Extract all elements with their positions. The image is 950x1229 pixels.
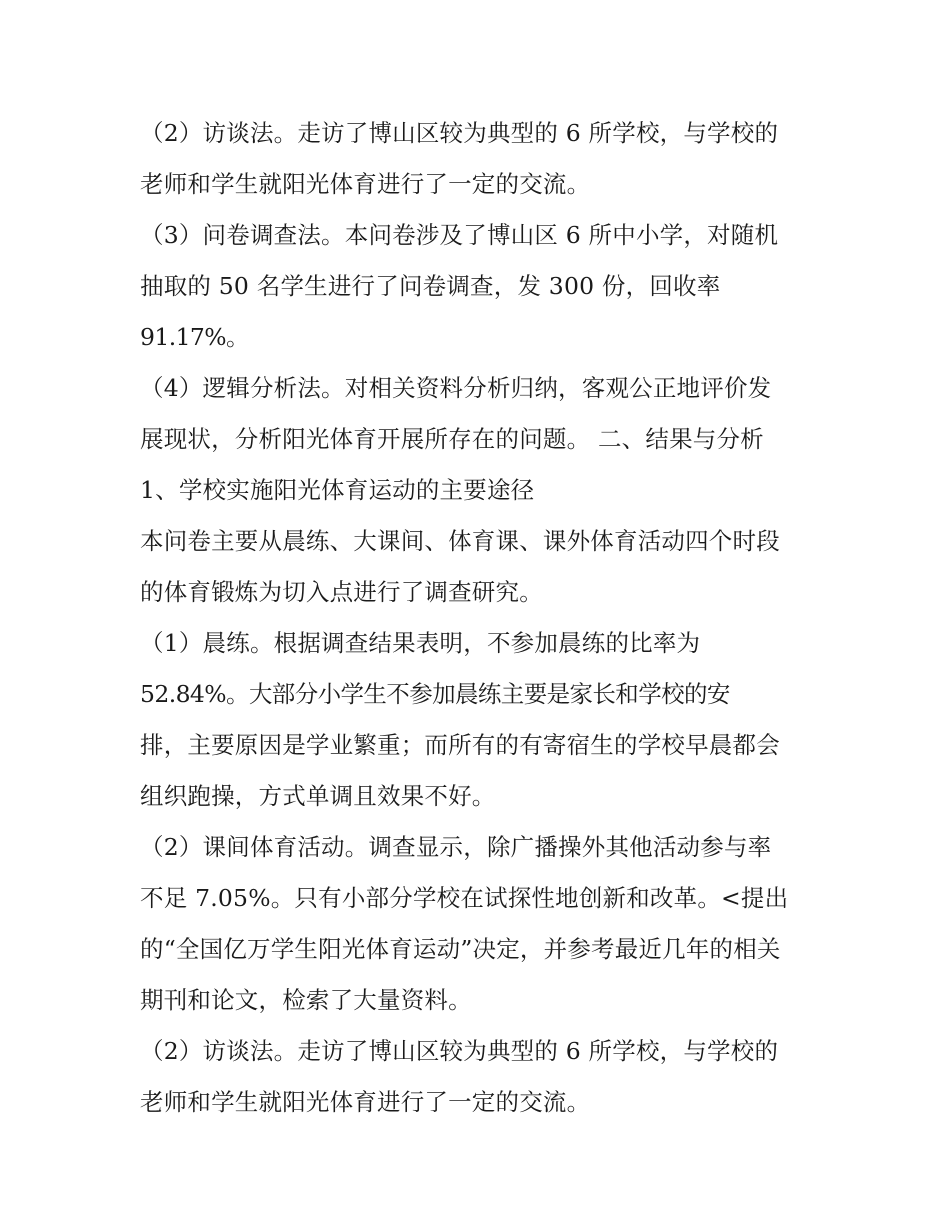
text-line: 本问卷主要从晨练、大课间、体育课、课外体育活动四个时段	[140, 527, 780, 555]
text-line: 抽取的 50 名学生进行了问卷调查，发 300 份，回收率	[140, 272, 721, 300]
text-line: 不足 7.05%。只有小部分学校在试探性地创新和改革。<提出	[140, 884, 789, 912]
text-line: 老师和学生就阳光体育进行了一定的交流。	[140, 170, 591, 198]
text-line: （1）晨练。根据调查结果表明，不参加晨练的比率为	[140, 629, 701, 657]
text-line: （2）访谈法。走访了博山区较为典型的 6 所学校，与学校的	[140, 119, 779, 147]
text-line: 展现状，分析阳光体育开展所存在的问题。 二、结果与分析	[140, 425, 764, 453]
text-line: 期刊和论文，检索了大量资料。	[140, 986, 472, 1014]
text-line: 的体育锻炼为切入点进行了调查研究。	[140, 578, 543, 606]
text-line: （2）课间体育活动。调查显示，除广播操外其他活动参与率	[140, 833, 772, 861]
text-line: （2）访谈法。走访了博山区较为典型的 6 所学校，与学校的	[140, 1037, 779, 1065]
text-line: 的“全国亿万学生阳光体育运动”决定，并参考最近几年的相关	[140, 935, 781, 963]
text-line: 52.84%。大部分小学生不参加晨练主要是家长和学校的安	[140, 680, 730, 708]
text-line: 老师和学生就阳光体育进行了一定的交流。	[140, 1088, 591, 1116]
section-heading: 1、学校实施阳光体育运动的主要途径	[140, 476, 535, 504]
text-line: 91.17%。	[140, 323, 249, 351]
text-line: 排，主要原因是学业繁重；而所有的有寄宿生的学校早晨都会	[140, 731, 780, 759]
text-line: （4）逻辑分析法。对相关资料分析归纳，客观公正地评价发	[140, 374, 772, 402]
text-line: （3）问卷调查法。本问卷涉及了博山区 6 所中小学，对随机	[140, 221, 779, 249]
document-body	[140, 108, 820, 1128]
text-line: 组织跑操，方式单调且效果不好。	[140, 782, 496, 810]
